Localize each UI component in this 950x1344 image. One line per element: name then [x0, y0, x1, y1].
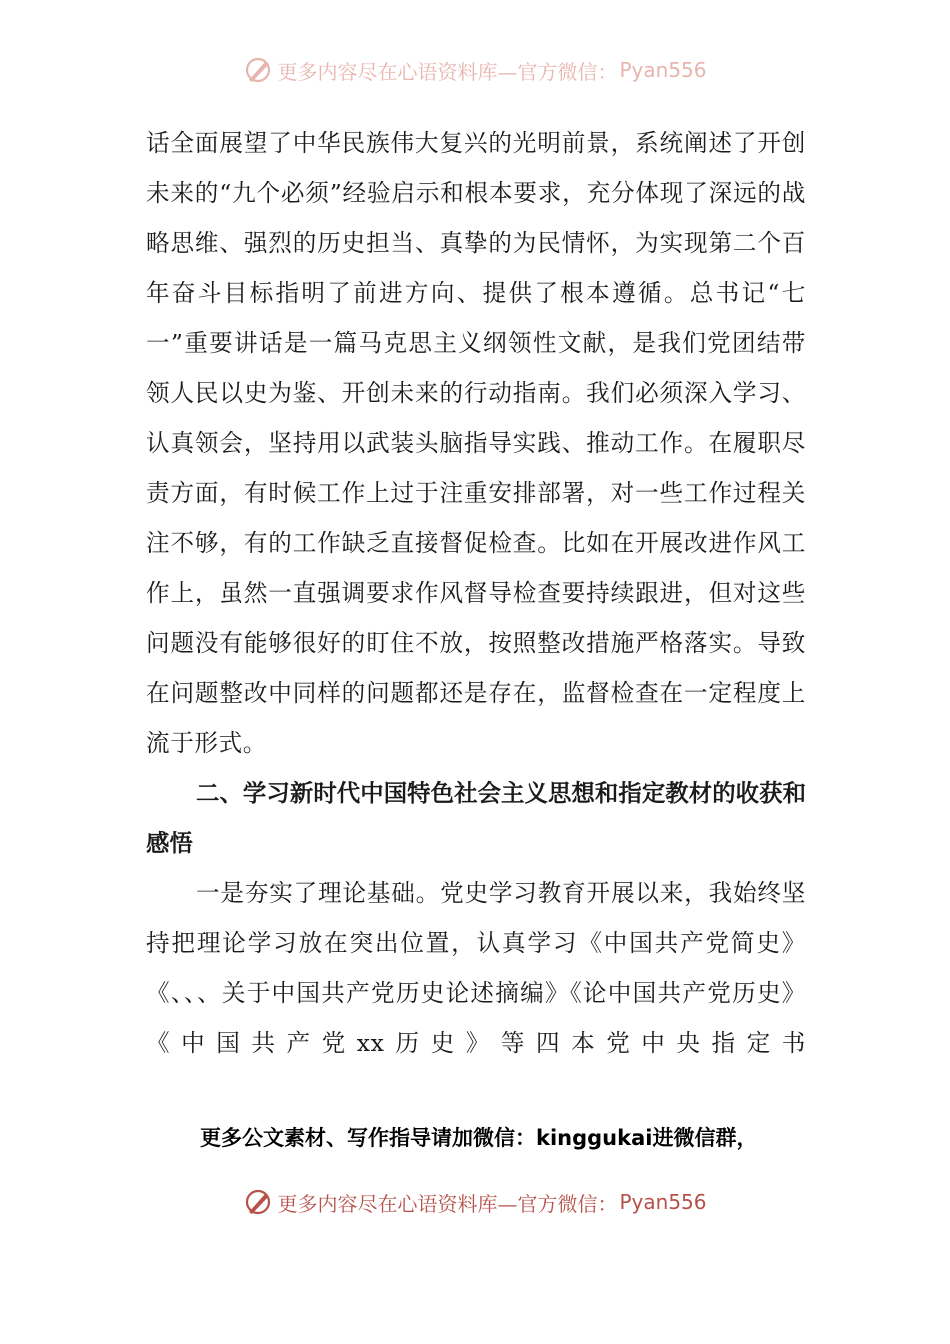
pen-logo-icon: [243, 1187, 273, 1217]
watermark-top: [0, 50, 950, 90]
section-heading: 二、学习新时代中国特色社会主义思想和指定教材的收获和感悟: [146, 779, 806, 857]
body-paragraph-2: 一是夯实了理论基础。党史学习教育开展以来，我始终坚持把理论学习放在突出位置，认真学习《中国共产党简史》《、、、关于中国共产党历史论述摘编》《论中国共产党历史》《中国共产党xx历史》等四本党中央指定书: [146, 879, 806, 1057]
watermark-account: Pyan556: [619, 58, 707, 82]
document-body: [146, 118, 806, 1068]
watermark-text: 更多内容尽在心语资料库—官方微信：: [277, 59, 618, 84]
promo-line: 更多公文素材、写作指导请加微信：kinggukai进微信群，: [200, 1126, 758, 1150]
pen-logo-icon: [243, 55, 273, 85]
watermark-account: Pyan556: [619, 1190, 707, 1214]
body-paragraph: 话全面展望了中华民族伟大复兴的光明前景，系统阐述了开创未来的“九个必须”经验启示和根本要求，充分体现了深远的战略思维、强烈的历史担当、真挚的为民情怀，为实现第二个百年奋斗目标指明了前进方向、提供了根本遵循。总书记“七一”重要讲话是一篇马克思主义纲领性文献，是我们党团结带领人民以史为鉴、开创未来的行动指南。我们必须深入学习、认真领会，坚持用以武装头脑指导实践、推动工作。在履职尽责方面，有时候工作上过于注重安排部署，对一些工作过程关注不够，有的工作缺乏直接督促检查。比如在开展改进作风工作上，虽然一直强调要求作风督导检查要持续跟进，但对这些问题没有能够很好的盯住不放，按照整改措施严格落实。导致在问题整改中同样的问题都还是存在，监督检查在一定程度上流于形式。: [146, 129, 806, 757]
watermark-bottom: [0, 1182, 950, 1222]
watermark-text: 更多内容尽在心语资料库—官方微信：: [277, 1191, 618, 1216]
